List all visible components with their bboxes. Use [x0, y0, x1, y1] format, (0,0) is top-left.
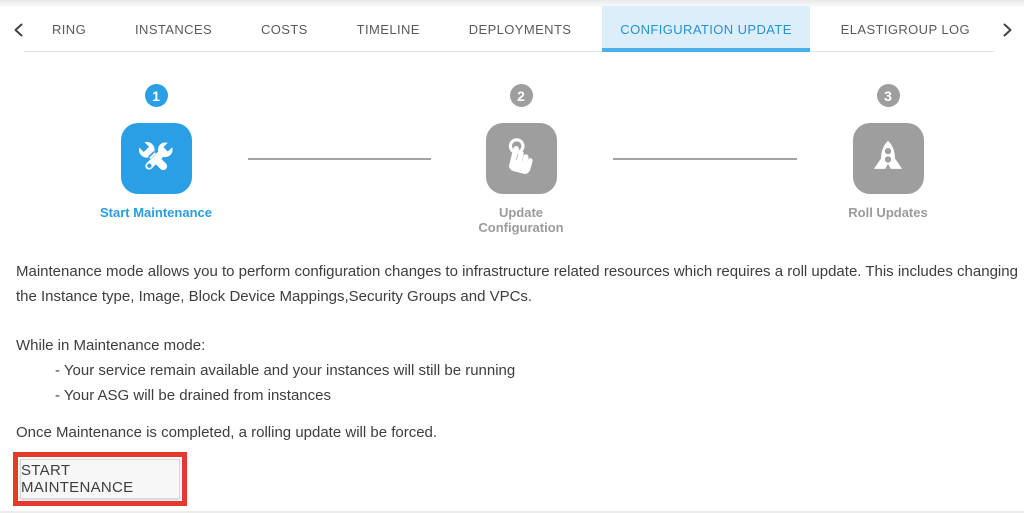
tab-costs[interactable]: COSTS — [260, 21, 308, 37]
maintenance-intro-text: Maintenance mode allows you to perform configuration changes to infrastructure related resources which requires a roll update. This includes changing the Instance type, Image, Block Device Mappings,Security Groups and VPCs. — [16, 263, 1018, 305]
step-update-configuration — [456, 75, 586, 235]
red-annotation-box — [13, 452, 187, 506]
step-label: Roll Updates — [848, 205, 928, 220]
maintenance-bullet-1: - Your service remain available and your instances will still be running — [55, 362, 516, 379]
step-connector-1 — [248, 158, 431, 160]
tabs-scroll-left-icon[interactable] — [11, 22, 27, 38]
maintenance-outro-text: Once Maintenance is completed, a rolling update will be forced. — [16, 424, 438, 441]
rocket-icon — [853, 123, 924, 194]
hand-tap-icon — [486, 123, 557, 194]
tab-elastigroup-log[interactable]: ELASTIGROUP LOG — [840, 21, 970, 37]
step-label: Start Maintenance — [100, 205, 212, 220]
tab-timeline[interactable]: TIMELINE — [356, 21, 420, 37]
tab-configuration-update[interactable]: CONFIGURATION UPDATE — [602, 6, 809, 52]
step-number-badge: 3 — [877, 84, 900, 107]
configuration-update-stepper — [0, 75, 1024, 245]
tab-ring[interactable]: RING — [52, 21, 87, 37]
while-in-maintenance-heading: While in Maintenance mode: — [16, 337, 206, 354]
tab-instances[interactable]: INSTANCES — [135, 21, 213, 37]
maintenance-bullet-2: - Your ASG will be drained from instances — [55, 387, 331, 404]
tab-deployments[interactable]: DEPLOYMENTS — [468, 21, 572, 37]
step-number-badge: 1 — [145, 84, 168, 107]
step-start-maintenance — [91, 75, 221, 220]
step-number-badge: 2 — [510, 84, 533, 107]
tabs-scroll-right-icon[interactable] — [999, 22, 1015, 38]
tab-strip — [34, 6, 988, 52]
start-maintenance-button[interactable]: START MAINTENANCE — [20, 459, 180, 499]
wrench-tools-icon — [121, 123, 192, 194]
step-connector-2 — [613, 158, 797, 160]
step-roll-updates — [823, 75, 953, 220]
step-label: Update Configuration — [478, 205, 564, 235]
